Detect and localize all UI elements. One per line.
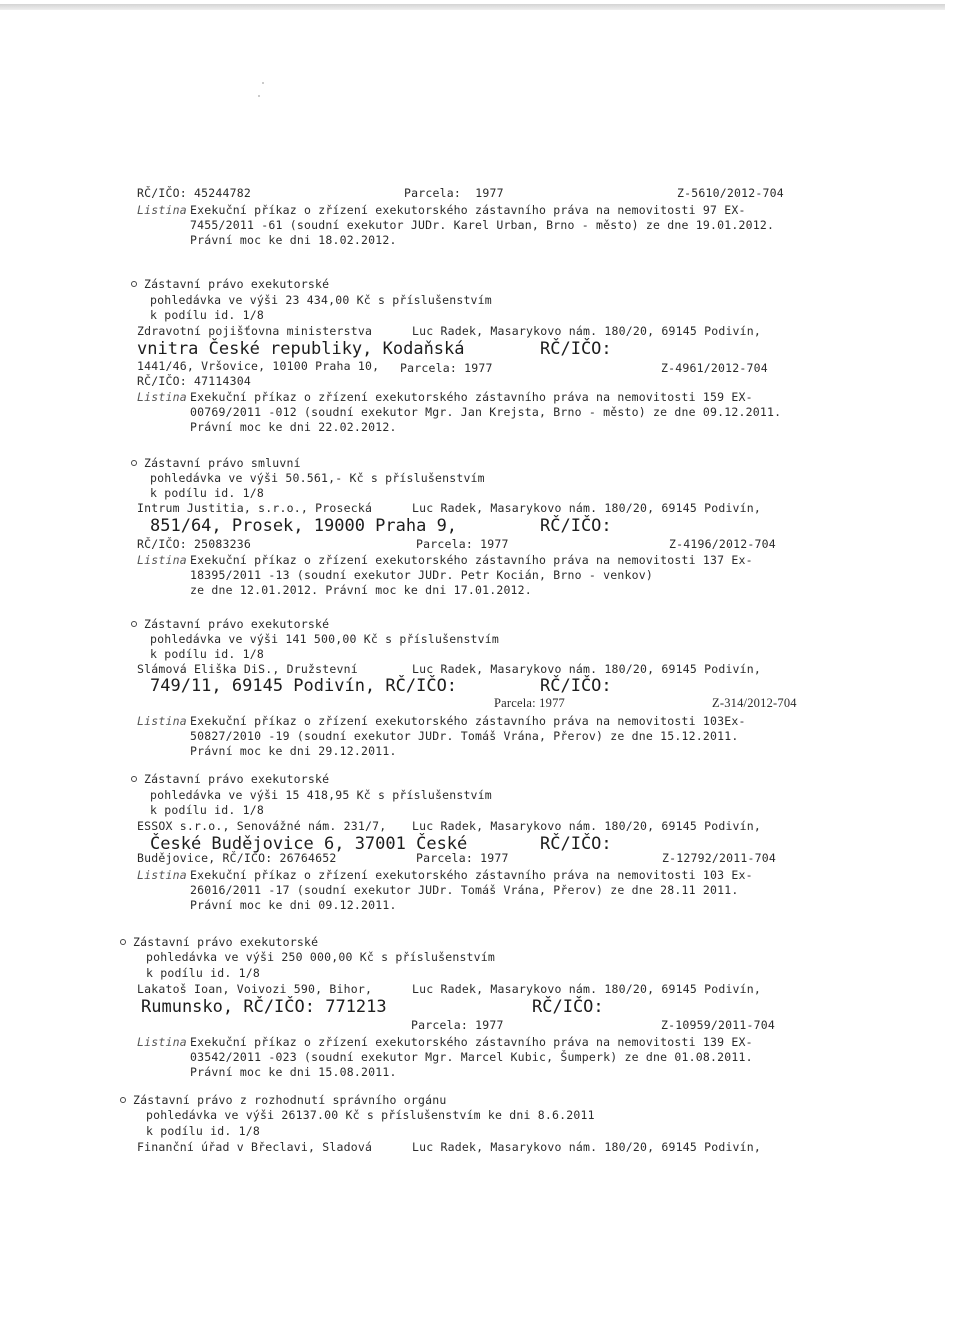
listina-line: 26016/2011 -17 (soudní exekutor JUDr. Tomáš Vrána, Přerov) ze dne 28.11 2011.	[190, 883, 739, 897]
listina-line: Právní moc ke dni 15.08.2011.	[190, 1065, 397, 1079]
listina-line: 50827/2010 -19 (soudní exekutor JUDr. Tomáš Vrána, Přerov) ze dne 15.12.2011.	[190, 729, 739, 743]
creditor: Intrum Justitia, s.r.o., Prosecká	[137, 501, 373, 515]
creditor-address-large: vnitra České republiky, Kodaňská	[137, 339, 465, 359]
parcela: Parcela: 1977	[400, 361, 493, 375]
reference-number: Z-4196/2012-704	[669, 537, 776, 551]
listina-line: Exekuční příkaz o zřízení exekutorského zástavního práva na nemovitosti 103 Ex-	[190, 868, 753, 882]
creditor-address-large: 851/64, Prosek, 19000 Praha 9,	[150, 516, 458, 536]
listina-line: 7455/2011 -61 (soudní exekutor JUDr. Karel Urban, Brno - město) ze dne 19.01.2012.	[190, 218, 775, 232]
listina-label: Listina	[137, 553, 187, 567]
listina-line: 00769/2011 -012 (soudní exekutor Mgr. Jan Krejsta, Brno - město) ze dne 09.12.2011.	[190, 405, 782, 419]
parcela: Parcela: 1977	[404, 186, 504, 200]
owner: Luc Radek, Masarykovo nám. 180/20, 69145 Podivín,	[412, 662, 762, 676]
lien-type: Zástavní právo exekutorské	[144, 277, 330, 291]
listina-line: Exekuční příkaz o zřízení exekutorského zástavního práva na nemovitosti 103Ex-	[190, 714, 746, 728]
rc-ico-large: RČ/IČO:	[532, 997, 604, 1017]
listina-line: Právní moc ke dni 22.02.2012.	[190, 420, 397, 434]
rc-ico-line: RČ/IČO: 45244782	[137, 186, 251, 200]
scan-speck	[262, 82, 264, 84]
claim-amount: pohledávka ve výši 26137.00 Kč s příslušenstvím ke dni 8.6.2011	[146, 1108, 595, 1122]
lien-type: Zástavní právo exekutorské	[144, 617, 330, 631]
bullet-icon	[120, 939, 126, 945]
lien-type: Zástavní právo smluvní	[144, 456, 301, 470]
bullet-icon	[120, 1097, 126, 1103]
rc-ico-large: RČ/IČO:	[540, 516, 612, 536]
listina-line: Právní moc ke dni 09.12.2011.	[190, 898, 397, 912]
claim-amount: pohledávka ve výši 50.561,- Kč s příslušenstvím	[150, 471, 485, 485]
bullet-icon	[131, 621, 137, 627]
creditor-address-large: Rumunsko, RČ/IČO: 771213	[141, 997, 387, 1017]
lien-type: Zástavní právo z rozhodnutí správního orgánu	[133, 1093, 447, 1107]
creditor-address-large: České Budějovice 6, 37001 České	[150, 834, 468, 854]
rc-ico-large: RČ/IČO:	[540, 676, 612, 696]
lien-type: Zástavní právo exekutorské	[133, 935, 319, 949]
listina-line: Exekuční příkaz o zřízení exekutorského zástavního práva na nemovitosti 97 EX-	[190, 203, 746, 217]
parcela: Parcela: 1977	[416, 537, 509, 551]
reference-number: Z-314/2012-704	[712, 696, 797, 710]
bullet-icon	[131, 776, 137, 782]
creditor-address: Budějovice, RČ/IČO: 26764652	[137, 851, 337, 865]
reference-number: Z-10959/2011-704	[661, 1018, 775, 1032]
lien-type: Zástavní právo exekutorské	[144, 772, 330, 786]
listina-label: Listina	[137, 390, 187, 404]
bullet-icon	[131, 460, 137, 466]
listina-line: Právní moc ke dni 29.12.2011.	[190, 744, 397, 758]
scan-top-edge	[0, 4, 945, 10]
claim-amount: pohledávka ve výši 250 000,00 Kč s příslušenstvím	[146, 950, 496, 964]
listina-label: Listina	[137, 1035, 187, 1049]
creditor: ESSOX s.r.o., Senovážné nám. 231/7,	[137, 819, 387, 833]
reference-number: Z-4961/2012-704	[661, 361, 768, 375]
parcela: Parcela: 1977	[494, 696, 565, 710]
listina-line: 03542/2011 -023 (soudní exekutor Mgr. Marcel Kubic, Šumperk) ze dne 01.08.2011.	[190, 1050, 753, 1064]
owner: Luc Radek, Masarykovo nám. 180/20, 69145 Podivín,	[412, 1140, 762, 1154]
listina-line: Právní moc ke dni 18.02.2012.	[190, 233, 397, 247]
listina-line: 18395/2011 -13 (soudní exekutor JUDr. Petr Kocián, Brno - venkov)	[190, 568, 654, 582]
rc-ico-line: RČ/IČO: 47114304	[137, 374, 251, 388]
claim-amount: pohledávka ve výši 141 500,00 Kč s příslušenstvím	[150, 632, 500, 646]
parcela: Parcela: 1977	[411, 1018, 504, 1032]
share: k podílu id. 1/8	[150, 803, 264, 817]
share: k podílu id. 1/8	[146, 1124, 260, 1138]
reference-number: Z-12792/2011-704	[662, 851, 776, 865]
creditor: Lakatoš Ioan, Voivozi 590, Bihor,	[137, 982, 373, 996]
rc-ico-large: RČ/IČO:	[540, 834, 612, 854]
claim-amount: pohledávka ve výši 23 434,00 Kč s příslušenstvím	[150, 293, 492, 307]
creditor: Zdravotní pojišťovna ministerstva	[137, 324, 373, 338]
owner: Luc Radek, Masarykovo nám. 180/20, 69145 Podivín,	[412, 819, 762, 833]
listina-line: Exekuční příkaz o zřízení exekutorského zástavního práva na nemovitosti 139 EX-	[190, 1035, 753, 1049]
parcela: Parcela: 1977	[416, 851, 509, 865]
creditor: Finanční úřad v Břeclavi, Sladová	[137, 1140, 373, 1154]
scan-speck	[258, 95, 260, 97]
claim-amount: pohledávka ve výši 15 418,95 Kč s příslušenstvím	[150, 788, 492, 802]
rc-ico-line: RČ/IČO: 25083236	[137, 537, 251, 551]
listina-line: ze dne 12.01.2012. Právní moc ke dni 17.01.2012.	[190, 583, 532, 597]
share: k podílu id. 1/8	[146, 966, 260, 980]
listina-label: Listina	[137, 868, 187, 882]
share: k podílu id. 1/8	[150, 486, 264, 500]
listina-label: Listina	[137, 203, 187, 217]
share: k podílu id. 1/8	[150, 647, 264, 661]
creditor-address: 1441/46, Vršovice, 10100 Praha 10,	[137, 359, 380, 373]
reference-number: Z-5610/2012-704	[677, 186, 784, 200]
owner: Luc Radek, Masarykovo nám. 180/20, 69145 Podivín,	[412, 501, 762, 515]
share: k podílu id. 1/8	[150, 308, 264, 322]
creditor: Slámová Eliška DiS., Družstevní	[137, 662, 358, 676]
creditor-address-large: 749/11, 69145 Podivín, RČ/IČO:	[150, 676, 458, 696]
owner: Luc Radek, Masarykovo nám. 180/20, 69145 Podivín,	[412, 982, 762, 996]
bullet-icon	[131, 281, 137, 287]
listina-line: Exekuční příkaz o zřízení exekutorského zástavního práva na nemovitosti 159 EX-	[190, 390, 753, 404]
rc-ico-large: RČ/IČO:	[540, 339, 612, 359]
listina-line: Exekuční příkaz o zřízení exekutorského zástavního práva na nemovitosti 137 Ex-	[190, 553, 753, 567]
listina-label: Listina	[137, 714, 187, 728]
owner: Luc Radek, Masarykovo nám. 180/20, 69145 Podivín,	[412, 324, 762, 338]
